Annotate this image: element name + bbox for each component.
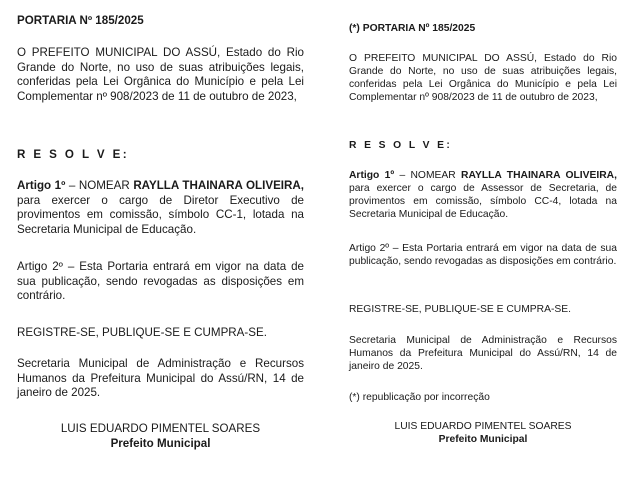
signer-name: LUIS EDUARDO PIMENTEL SOARES <box>394 421 572 432</box>
portaria-title: PORTARIA Nº 185/2025 <box>17 14 144 27</box>
article-1-paragraph <box>349 169 617 221</box>
article-1-paragraph <box>17 179 304 237</box>
registre-line: REGISTRE-SE, PUBLIQUE-SE E CUMPRA-SE. <box>17 326 267 339</box>
article-1-verb: – NOMEAR <box>65 179 134 192</box>
preamble-paragraph: O PREFEITO MUNICIPAL DO ASSÚ, Estado do Rio Grande do Norte, no uso de suas atribuições legais, conferidas pela Lei Orgânica do Município e pela Lei Complementar nº 908/2023 de 11 de outubro de 2023, <box>349 53 617 103</box>
article-2-paragraph: Artigo 2º – Esta Portaria entrará em vigor na data de sua publicação, sendo revogadas as disposições em contrário. <box>349 243 617 267</box>
resolve-heading: R E S O L V E: <box>349 140 453 151</box>
resolve-heading: R E S O L V E: <box>17 148 129 161</box>
secretaria-paragraph: Secretaria Municipal de Administração e Recursos Humanos da Prefeitura Municipal do Assú/RN, 14 de janeiro de 2025. <box>17 357 304 399</box>
article-2-paragraph: Artigo 2º – Esta Portaria entrará em vigor na data de sua publicação, sendo revogadas as disposições em contrário. <box>17 260 304 302</box>
appointee-name: RAYLLA THAINARA OLIVEIRA, <box>461 170 617 181</box>
signature-block <box>349 420 617 446</box>
appointee-name: RAYLLA THAINARA OLIVEIRA, <box>133 179 304 192</box>
article-1-verb: – NOMEAR <box>394 170 462 181</box>
article-1-text: para exercer o cargo de Diretor Executivo de provimentos em comissão, símbolo CC-1, lotada na Secretaria Municipal de Educação. <box>17 193 304 236</box>
preamble-paragraph: O PREFEITO MUNICIPAL DO ASSÚ, Estado do Rio Grande do Norte, no uso de suas atribuições legais, conferidas pela Lei Orgânica do Município e pela Lei Complementar nº 908/2023 de 11 de outubro de 2023, <box>17 46 304 103</box>
signer-role: Prefeito Municipal <box>110 436 211 450</box>
article-1-label: Artigo 1º <box>349 170 395 181</box>
portaria-title: (*) PORTARIA Nº 185/2025 <box>349 23 476 34</box>
secretaria-paragraph: Secretaria Municipal de Administração e Recursos Humanos da Prefeitura Municipal do Assú/RN, 14 de janeiro de 2025. <box>349 335 617 372</box>
republicacao-note: (*) republicação por incorreção <box>349 392 490 403</box>
signer-name: LUIS EDUARDO PIMENTEL SOARES <box>60 422 261 435</box>
signature-block <box>17 422 304 451</box>
registre-line: REGISTRE-SE, PUBLIQUE-SE E CUMPRA-SE. <box>349 304 571 315</box>
article-1-label: Artigo 1º <box>17 179 66 192</box>
signer-role: Prefeito Municipal <box>438 434 528 445</box>
article-1-text: para exercer o cargo de Assessor de Secretaria, de provimentos em comissão, símbolo CC-4, lotada na Secretaria Municipal de Educação. <box>349 183 617 220</box>
